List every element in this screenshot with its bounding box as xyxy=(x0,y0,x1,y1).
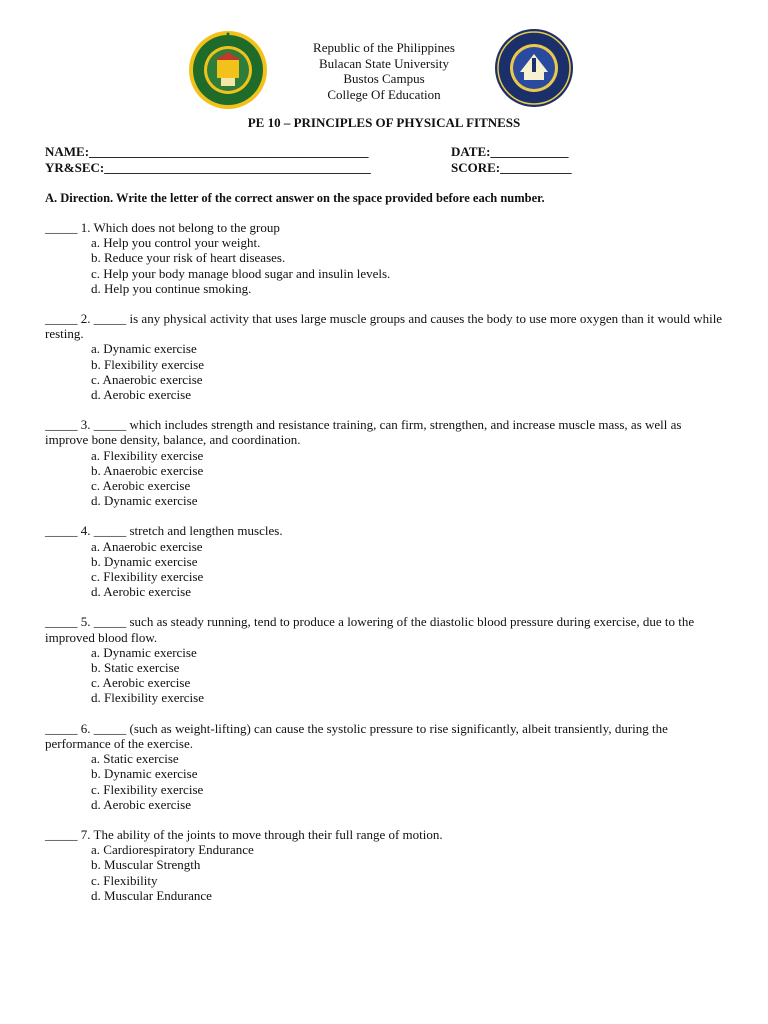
date-field[interactable]: DATE:____________ xyxy=(451,144,569,159)
question-7 xyxy=(45,827,725,903)
option-a: a. Static exercise xyxy=(91,751,179,767)
option-list xyxy=(45,235,725,296)
option-a: a. Dynamic exercise xyxy=(91,644,197,660)
option-c: c. Flexibility xyxy=(91,872,158,888)
question-stem: _____ 7. The ability of the joints to move through their full range of motion. xyxy=(45,826,443,842)
option-c: c. Aerobic exercise xyxy=(91,478,191,494)
header-line-college: College Of Education xyxy=(327,86,441,102)
option-list xyxy=(45,341,725,402)
option-c: c. Anaerobic exercise xyxy=(91,371,203,387)
question-stem: _____ 5. _____ such as steady running, tend to produce a lowering of the diastolic blood pressure during exercise, due to the improved blood flow. xyxy=(45,614,695,645)
option-b: b. Reduce your risk of heart diseases. xyxy=(91,250,286,266)
name-field[interactable]: NAME:___________________________________________ xyxy=(45,144,369,159)
option-b: b. Muscular Strength xyxy=(91,857,201,873)
question-stem: _____ 6. _____ (such as weight-lifting) can cause the systolic pressure to rise significantly, albeit transiently, during the performance of the exercise. xyxy=(45,720,668,751)
header-block xyxy=(234,40,534,102)
option-c: c. Flexibility exercise xyxy=(91,781,204,797)
option-a: a. Anaerobic exercise xyxy=(91,538,203,554)
header-line-campus: Bustos Campus xyxy=(343,71,425,86)
question-5 xyxy=(45,614,725,705)
option-list xyxy=(45,539,725,600)
option-list xyxy=(45,751,725,812)
option-d: d. Dynamic exercise xyxy=(91,493,198,509)
option-d: d. Flexibility exercise xyxy=(91,690,205,706)
document-title: PE 10 – PRINCIPLES OF PHYSICAL FITNESS xyxy=(247,115,521,130)
option-a: a. Flexibility exercise xyxy=(91,447,204,463)
question-3 xyxy=(45,417,725,508)
option-c: c. Help your body manage blood sugar and insulin levels. xyxy=(91,265,391,281)
option-d: d. Aerobic exercise xyxy=(91,584,191,600)
question-stem: _____ 2. _____ is any physical activity that uses large muscle groups and causes the body to use more oxygen than it would while resting. xyxy=(45,311,723,342)
question-1 xyxy=(45,220,725,296)
header-line-republic: Republic of the Philippines xyxy=(313,40,455,55)
option-list xyxy=(45,842,725,903)
score-field[interactable]: SCORE:___________ xyxy=(451,160,572,175)
direction-text: A. Direction. Write the letter of the correct answer on the space provided before each number. xyxy=(45,191,545,205)
option-list xyxy=(45,645,725,706)
option-d: d. Aerobic exercise xyxy=(91,387,191,403)
college-seal-icon xyxy=(494,28,574,108)
question-stem: _____ 1. Which does not belong to the group xyxy=(45,220,280,235)
header-line-university: Bulacan State University xyxy=(319,55,449,71)
yr-sec-field[interactable]: YR&SEC:_________________________________________ xyxy=(45,160,371,175)
option-a: a. Dynamic exercise xyxy=(91,341,197,357)
option-d: d. Muscular Endurance xyxy=(91,887,212,903)
question-4 xyxy=(45,523,725,599)
option-a: a. Cardiorespiratory Endurance xyxy=(91,842,254,858)
option-b: b. Anaerobic exercise xyxy=(91,462,204,478)
option-a: a. Help you control your weight. xyxy=(91,235,261,251)
question-stem: _____ 4. _____ stretch and lengthen muscles. xyxy=(45,523,283,539)
option-d: d. Aerobic exercise xyxy=(91,796,191,812)
question-list xyxy=(45,220,725,918)
option-c: c. Aerobic exercise xyxy=(91,675,191,691)
option-b: b. Dynamic exercise xyxy=(91,553,198,569)
option-c: c. Flexibility exercise xyxy=(91,569,204,585)
option-b: b. Dynamic exercise xyxy=(91,766,198,782)
question-stem: _____ 3. _____ which includes strength and resistance training, can firm, strengthen, and increase muscle mass, as well as improve bone density, balance, and coordination. xyxy=(45,417,682,448)
option-b: b. Flexibility exercise xyxy=(91,356,205,372)
option-list xyxy=(45,448,725,509)
option-b: b. Static exercise xyxy=(91,660,180,676)
question-2 xyxy=(45,311,725,402)
question-6 xyxy=(45,721,725,812)
option-d: d. Help you continue smoking. xyxy=(91,280,252,296)
